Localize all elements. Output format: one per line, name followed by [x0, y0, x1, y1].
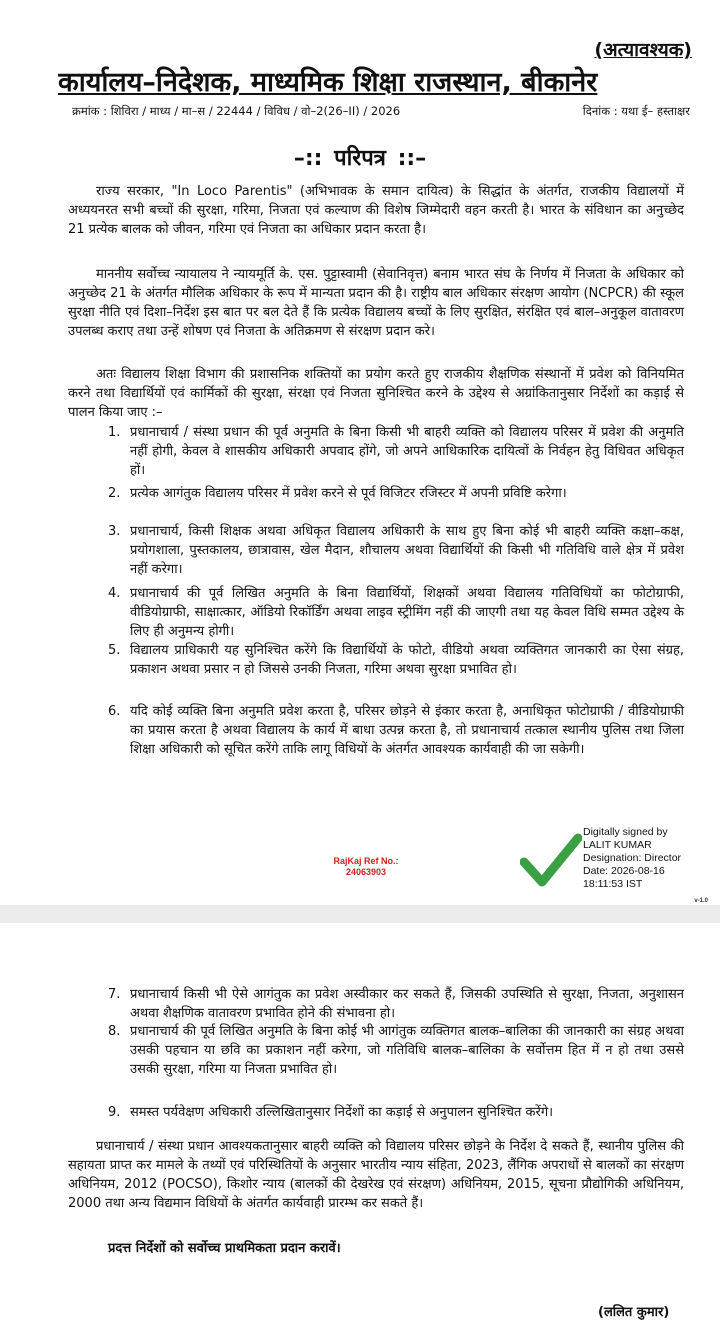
order-number: क्रमांक : शिविरा / माध्य / मा–स / 22444 / विविध / वो–2(26–II) / 2026	[72, 104, 401, 118]
paragraph-court: माननीय सर्वोच्च न्यायालय ने न्यायमूर्ति के. एस. पुट्टास्वामी (सेवानिवृत्त) बनाम भारत संघ के निर्णय में निजता के अधिकार को अनुच्छेद 21 के अंतर्गत मौलिक अधिकार के रूप में मान्यता प्रदान की है। राष्ट्रीय बाल अधिकार संरक्षण आयोग (NCPCR) की स्कूल सुरक्षा नीति एवं दिशा–निर्देश इस बात पर बल देते हैं कि प्रत्येक विद्यालय बच्चों के लिए सुरक्षित, संरक्षित एवं बाल–अनुकूल वातावरण उपलब्ध कराए तथा उन्हें शोषण एवं निजता के अतिक्रमण से संरक्षण प्रदान करे।	[68, 267, 684, 339]
paragraph-directive: अतः विद्यालय शिक्षा विभाग की प्रशासनिक शक्तियों का प्रयोग करते हुए राजकीय शैक्षणिक संस्थानों में प्रवेश को विनियमित करने तथा विद्यार्थियों एवं कार्मिकों की सुरक्षा, संरक्षा एवं निजता सुनिश्चित करने के उद्देश्य से अग्रांकितानुसार निर्देशों का कड़ाई से पालन किया जाए :–	[68, 367, 684, 420]
instruction-number: 2.	[108, 486, 121, 501]
instruction-text: प्रधानाचार्य किसी भी ऐसे आगंतुक का प्रवेश अस्वीकार कर सकते हैं, जिसकी उपस्थिति से सुरक्षा, निजता, अनुशासन अथवा शैक्षणिक वातावरण प्रभावित होने की संभावना हो।	[130, 987, 684, 1021]
signature-line: Date: 2026-08-16	[583, 865, 665, 877]
closing-paragraph: प्रधानाचार्य / संस्था प्रधान आवश्यकतानुसार बाहरी व्यक्ति को विद्यालय परिसर छोड़ने के निर्देश दे सकते हैं, स्थानीय पुलिस की सहायता प्राप्त कर मामले के तथ्यों एवं परिस्थितियों के अनुसार भारतीय न्याय संहिता, 2023, लैंगिक अपराधों से बालकों का संरक्षण अधिनियम, 2012 (POCSO), किशोर न्याय (बालकों की देखरेख एवं संरक्षण) अधिनियम, 2015, सूचना प्रौद्योगिकी अधिनियम, 2000 तथा अन्य विद्यमान विधियों के अंतर्गत कार्यवाही प्रारम्भ कर सकते हैं।	[68, 1139, 684, 1211]
instruction-text: प्रधानाचार्य / संस्था प्रधान की पूर्व अनुमति के बिना किसी भी बाहरी व्यक्ति को विद्यालय परिसर में प्रवेश की अनुमति नहीं होगी, केवल वे शासकीय अधिकारी अपवाद होंगे, जो अपने आधिकारिक दायित्वों के निर्वहन हेतु विधिवत अधिकृत हों।	[130, 425, 684, 478]
instruction-text: विद्यालय प्राधिकारी यह सुनिश्चित करेंगे कि विद्यार्थियों के फोटो, वीडियो अथवा व्यक्तिगत जानकारी का ऐसा संग्रह, प्रकाशन अथवा प्रसार न हो जिससे उनकी निजता, गरिमा अथवा सुरक्षा प्रभावित हो।	[130, 643, 684, 677]
paragraph-intro: राज्य सरकार, "In Loco Parentis" (अभिभावक के समान दायित्व) के सिद्धांत के अंतर्गत, राजकीय विद्यालयों में अध्ययनरत सभी बच्चों की सुरक्षा, गरिमा, निजता एवं कल्याण की विशेष जिम्मेदारी वहन करती है। भारत के संविधान का अनुच्छेद 21 प्रत्येक बालक को जीवन, गरिमा एवं निजता का अधिकार प्रदान करता है।	[68, 184, 684, 237]
instruction-item	[108, 1103, 684, 1122]
page-gap	[0, 905, 720, 923]
date-text: दिनांक : यथा ई– हस्ताक्षर	[582, 104, 690, 118]
instruction-item	[108, 1022, 684, 1079]
instruction-number: 5.	[108, 643, 121, 658]
instruction-number: 3.	[108, 524, 121, 539]
signature-line: LALIT KUMAR	[583, 839, 652, 851]
version-label: v-1.0	[694, 898, 708, 904]
instruction-item	[108, 423, 684, 480]
rajkaj-reference	[318, 856, 414, 878]
digital-signature-block	[583, 826, 713, 891]
signature-line: Designation: Director	[583, 852, 682, 864]
reference-line	[72, 104, 690, 119]
closing-directive: प्रदत्त निर्देशों को सर्वोच्च प्राथमिकता प्रदान करावें।	[108, 1241, 341, 1256]
instruction-text: यदि कोई व्यक्ति बिना अनुमति प्रवेश करता है, परिसर छोड़ने से इंकार करता है, अनाधिकृत फोटोग्राफी / वीडियोग्राफी का प्रयास करता है अथवा विद्यालय के कार्य में बाधा उत्पन्न करता है, तो प्रधानाचार्य तत्काल स्थानीय पुलिस तथा जिला शिक्षा अधिकारी को सूचित करेंगे ताकि लागू विधियों के अंतर्गत आवश्यक कार्यवाही की जा सकेगी।	[130, 704, 684, 757]
signature-line: 18:11:53 IST	[583, 878, 643, 890]
rajkaj-label: RajKaj Ref No.:	[333, 856, 399, 866]
instruction-text: प्रधानाचार्य की पूर्व लिखित अनुमति के बिना कोई भी आगंतुक व्यक्तिगत बालक–बालिका की जानकारी का संग्रह अथवा उसकी पहचान या छवि का प्रकाशन नहीं करेगा, जो गतिविधि बालक–बालिका के सर्वोत्तम हित में न हो तथा उससे उसकी सुरक्षा, गरिमा या निजता प्रभावित हो।	[130, 1024, 684, 1077]
signatory-name: (ललित कुमार)	[598, 1305, 670, 1320]
instruction-text: प्रत्येक आगंतुक विद्यालय परिसर में प्रवेश करने से पूर्व विजिटर रजिस्टर में अपनी प्रविष्टि करेगा।	[130, 486, 567, 501]
circular-title: –:: परिपत्र ::–	[293, 146, 427, 171]
instruction-item	[108, 985, 684, 1023]
instruction-number: 8.	[108, 1024, 121, 1039]
rajkaj-number: 24063903	[345, 867, 387, 877]
instruction-text: समस्त पर्यवेक्षण अधिकारी उल्लिखितानुसार निर्देशों का कड़ाई से अनुपालन सुनिश्चित करेंगे।	[130, 1105, 554, 1120]
instruction-number: 7.	[108, 987, 121, 1002]
instruction-item	[108, 522, 684, 579]
instruction-number: 1.	[108, 425, 121, 440]
instruction-item	[108, 584, 684, 641]
instruction-number: 9.	[108, 1105, 121, 1120]
instruction-number: 6.	[108, 704, 121, 719]
instruction-text: प्रधानाचार्य, किसी शिक्षक अथवा अधिकृत विद्यालय अधिकारी के साथ हुए बिना कोई भी बाहरी व्यक्ति कक्षा–कक्ष, प्रयोगशाला, पुस्तकालय, छात्रावास, खेल मैदान, शौचालय अथवा विद्यार्थियों की किसी भी गतिविधि वाले क्षेत्र में प्रवेश नहीं करेगा।	[130, 524, 684, 577]
instruction-text: प्रधानाचार्य की पूर्व लिखित अनुमति के बिना विद्यार्थियों, शिक्षकों अथवा विद्यालय गतिविधियों का फोटोग्राफी, वीडियोग्राफी, साक्षात्कार, ऑडियो रिकॉर्डिंग अथवा लाइव स्ट्रीमिंग नहीं की जाएगी तथा यह केवल विधि सम्मत उद्देश्य के लिए ही अनुमन्य होगी।	[130, 586, 684, 639]
office-title: कार्यालय–निदेशक, माध्यमिक शिक्षा राजस्थान, बीकानेर	[58, 67, 598, 98]
instruction-item	[108, 484, 684, 503]
signature-line: Digitally signed by	[583, 826, 668, 838]
instruction-number: 4.	[108, 586, 121, 601]
instruction-item	[108, 641, 684, 679]
urgent-label: (अत्यावश्यक)	[594, 39, 692, 61]
instruction-item	[108, 702, 684, 759]
checkmark-icon	[520, 832, 582, 888]
